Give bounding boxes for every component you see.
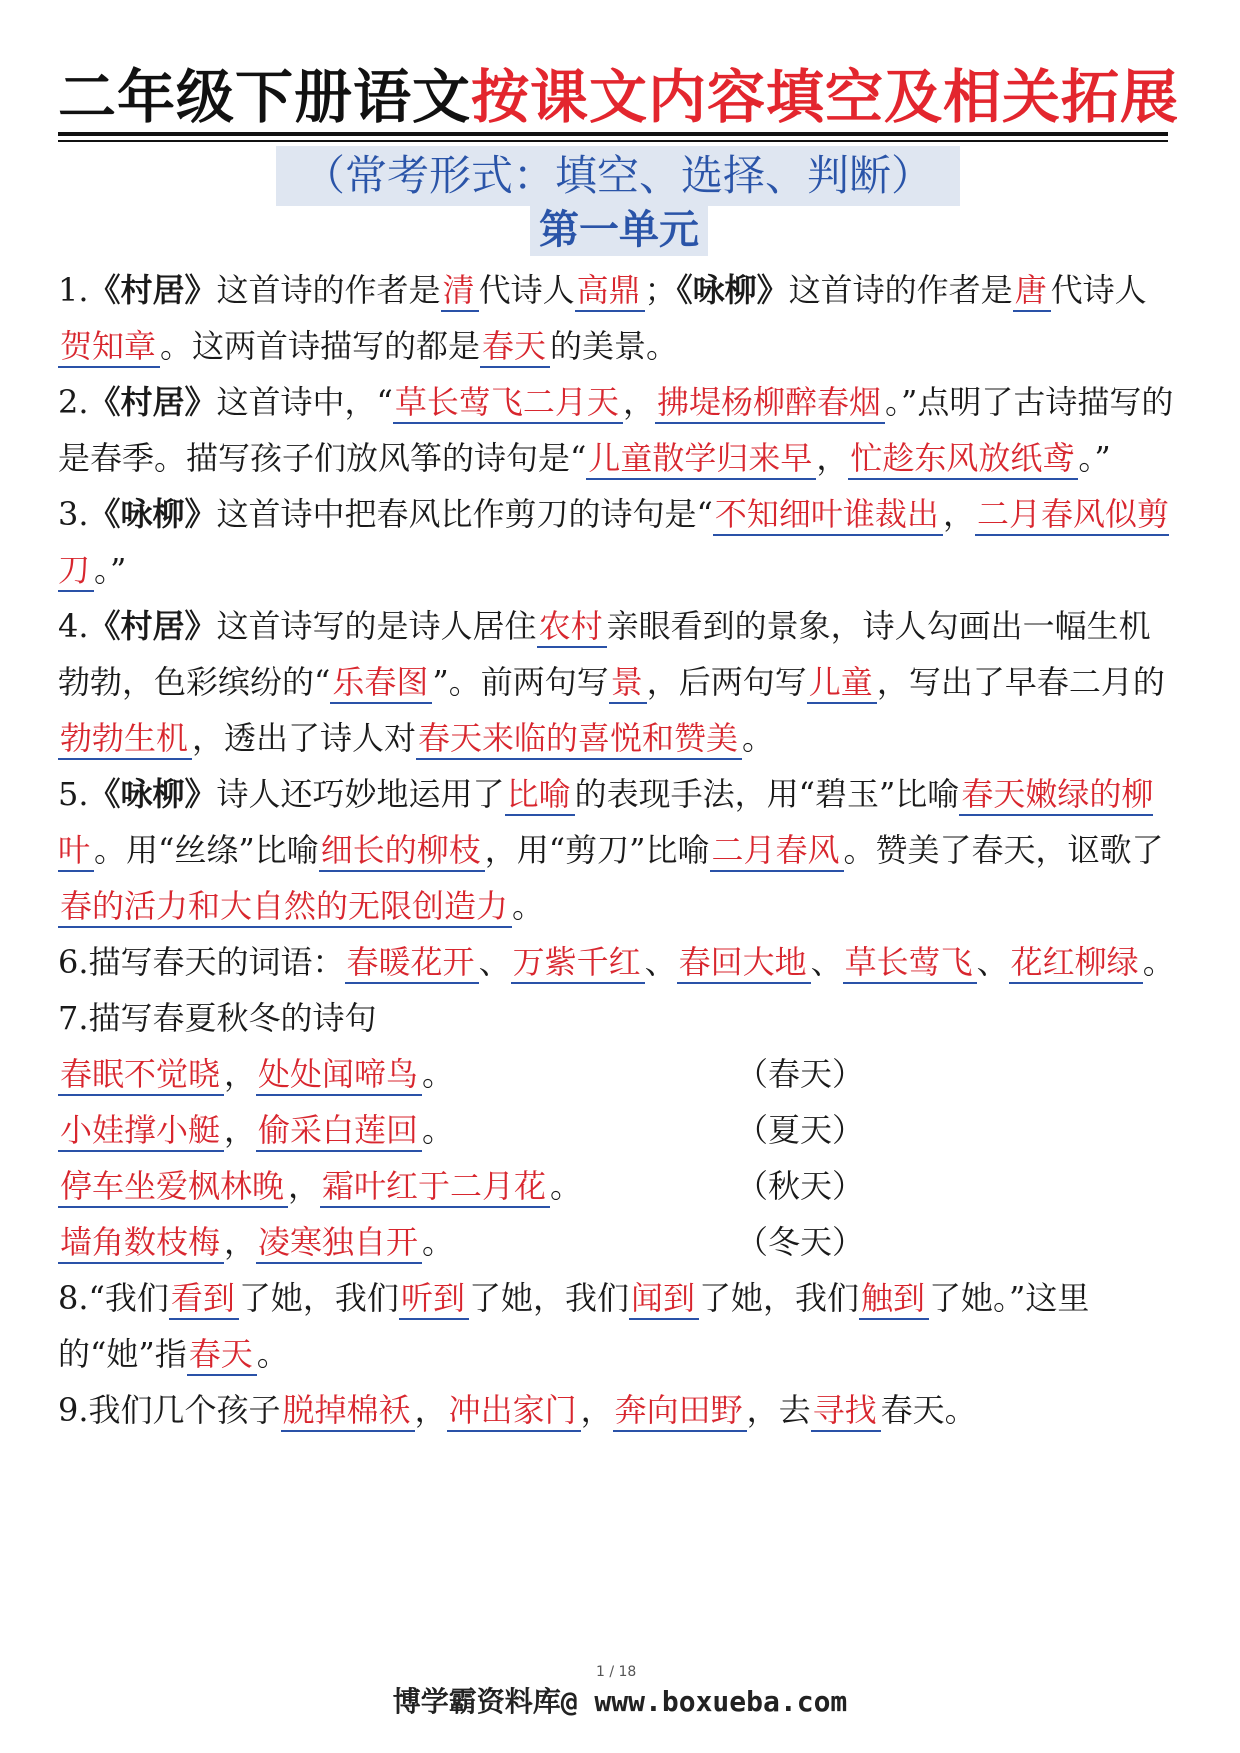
question-text: 春天。	[880, 1391, 977, 1429]
answer-blank: 霜叶红于二月花	[320, 1167, 550, 1208]
answer-blank: 二月春风	[710, 831, 844, 872]
answer-blank: 处处闻啼鸟	[256, 1055, 422, 1096]
question-text: 的表现手法，用“碧玉”比喻	[574, 775, 960, 813]
poem-title: 《咏柳》	[88, 495, 217, 533]
title-rule-thin	[58, 140, 1168, 142]
answer-blank: 儿童	[807, 663, 877, 704]
question-text: 这首诗中，“	[216, 383, 393, 421]
answer-blank: 听到	[399, 1279, 469, 1320]
separator: ，	[580, 1391, 613, 1429]
separator: 、	[644, 943, 677, 981]
answer-blank: 贺知章	[58, 327, 160, 368]
question-text: ，去	[746, 1391, 811, 1429]
question-text: 。这两首诗描写的都是	[160, 327, 481, 365]
answer-blank: 冲出家门	[447, 1391, 581, 1432]
question-text: ”。前两句写	[432, 663, 609, 701]
question-text: 代诗人	[478, 271, 575, 309]
question-number: 8.	[58, 1279, 89, 1317]
unit-heading: 第一单元	[530, 204, 708, 256]
answer-blank: 脱掉棉袄	[281, 1391, 415, 1432]
question-text: ，	[622, 383, 655, 421]
separator: 。	[422, 1223, 455, 1261]
answer-blank: 墙角数枝梅	[58, 1223, 224, 1264]
answer-blank: 比喻	[505, 775, 575, 816]
poem-title: 《村居》	[88, 271, 217, 309]
poem-title: 《咏柳》	[676, 271, 789, 309]
question-text: 亲眼看到的景象，诗人勾画出一幅生机勃勃，色彩缤纷的“	[58, 607, 1151, 701]
question-text: 代诗人	[1050, 271, 1147, 309]
question-text: 了她，我们	[698, 1279, 859, 1317]
answer-blank: 闻到	[629, 1279, 699, 1320]
answer-blank: 农村	[537, 607, 607, 648]
question-text: 描写春夏秋冬的诗句	[88, 999, 377, 1037]
answer-blank: 乐春图	[330, 663, 432, 704]
answer-blank: 触到	[859, 1279, 929, 1320]
answer-blank: 看到	[169, 1279, 239, 1320]
question-text: 了她，我们	[238, 1279, 399, 1317]
title-topic: 按课文内容填空及相关拓展	[471, 63, 1180, 131]
answer-blank: 春暖花开	[345, 943, 479, 984]
question-text: 。用“丝绦”比喻	[94, 831, 319, 869]
question-text: 诗人还巧妙地运用了	[216, 775, 505, 813]
answer-blank: 春天	[480, 327, 550, 368]
question-8	[58, 1270, 1178, 1382]
title-rule-thick	[58, 132, 1168, 136]
question-2	[58, 374, 1178, 486]
season-tag: （夏天）	[736, 1111, 865, 1149]
question-text: 这首诗写的是诗人居住	[216, 607, 537, 645]
answer-blank: 寻找	[811, 1391, 881, 1432]
question-text: 这首诗中把春风比作剪刀的诗句是“	[216, 495, 713, 533]
question-number: 7.	[58, 999, 89, 1037]
season-poem-row	[58, 1046, 1178, 1102]
answer-blank: 不知细叶谁裁出	[713, 495, 943, 536]
subtitle-banner: （常考形式：填空、选择、判断）	[276, 146, 960, 206]
question-6	[58, 934, 1178, 990]
separator: ，	[224, 1111, 257, 1149]
answer-blank: 春天嫩绿的柳叶	[58, 775, 1153, 872]
answer-blank: 春眠不觉晓	[58, 1055, 224, 1096]
question-9	[58, 1382, 1178, 1438]
question-number: 9.	[58, 1391, 89, 1429]
separator: ，	[414, 1391, 447, 1429]
question-list	[58, 262, 1178, 1438]
separator: ，	[288, 1167, 321, 1205]
answer-blank: 草长莺飞二月天	[393, 383, 623, 424]
answer-blank: 勃勃生机	[58, 719, 192, 760]
season-tag: （春天）	[736, 1055, 865, 1093]
answer-blank: 春的活力和大自然的无限创造力	[58, 887, 512, 928]
question-3	[58, 486, 1178, 598]
title-grade: 二年级下册语文	[58, 63, 472, 131]
question-text: “我们	[88, 1279, 169, 1317]
question-text: 。	[512, 887, 545, 925]
page-title	[58, 58, 1180, 136]
question-1	[58, 262, 1178, 374]
question-text: 了她。”这里的“她”指	[58, 1279, 1090, 1373]
question-number: 4.	[58, 607, 89, 645]
question-text: ，透出了诗人对	[192, 719, 417, 757]
question-text: 我们几个孩子	[88, 1391, 281, 1429]
separator: 。	[422, 1055, 455, 1093]
season-poem-row	[58, 1214, 1178, 1270]
question-text: 。	[256, 1335, 289, 1373]
page-number: 1 / 18	[596, 1664, 637, 1680]
question-text: 描写春天的词语：	[88, 943, 345, 981]
separator: 、	[976, 943, 1009, 981]
answer-blank: 儿童散学归来早	[586, 439, 816, 480]
question-text: ；	[644, 271, 677, 309]
separator: 。	[422, 1111, 455, 1149]
question-number: 2.	[58, 383, 89, 421]
question-text: ，后两句写	[646, 663, 807, 701]
separator: 、	[478, 943, 511, 981]
answer-blank: 忙趁东风放纸鸢	[848, 439, 1078, 480]
poem-title: 《村居》	[88, 383, 217, 421]
answer-blank: 春回大地	[677, 943, 811, 984]
answer-blank: 停车坐爱枫林晚	[58, 1167, 288, 1208]
answer-blank: 高鼎	[575, 271, 645, 312]
answer-blank: 花红柳绿	[1009, 943, 1143, 984]
question-number: 3.	[58, 495, 89, 533]
question-text: 。”	[94, 551, 127, 589]
question-text: 。	[742, 719, 775, 757]
question-number: 1.	[58, 271, 89, 309]
answer-blank: 景	[609, 663, 647, 704]
answer-blank: 偷采白莲回	[256, 1111, 422, 1152]
separator: 、	[810, 943, 843, 981]
answer-blank: 二月春风似剪刀	[58, 495, 1169, 592]
answer-blank: 小娃撑小艇	[58, 1111, 224, 1152]
question-text: 这首诗的作者是	[216, 271, 441, 309]
separator: 。	[550, 1167, 583, 1205]
answer-blank: 万紫千红	[511, 943, 645, 984]
separator: ，	[224, 1055, 257, 1093]
question-text: ，	[942, 495, 975, 533]
answer-blank: 凌寒独自开	[256, 1223, 422, 1264]
question-text: 。”点明了古诗描写的是春季。描写孩子们放风筝的诗句是“	[58, 383, 1174, 477]
question-text: ，用“剪刀”比喻	[484, 831, 710, 869]
question-5	[58, 766, 1178, 934]
question-text: 的美景。	[550, 327, 679, 365]
answer-blank: 唐	[1013, 271, 1051, 312]
answer-blank: 草长莺飞	[843, 943, 977, 984]
site-watermark: 博学霸资料库@ www.boxueba.com	[392, 1685, 848, 1718]
question-text: 。”	[1078, 439, 1111, 477]
answer-blank: 春天来临的喜悦和赞美	[416, 719, 742, 760]
question-text: 。	[1142, 943, 1175, 981]
question-4	[58, 598, 1178, 766]
poem-title: 《咏柳》	[88, 775, 217, 813]
question-text: 了她，我们	[468, 1279, 629, 1317]
question-number: 5.	[58, 775, 89, 813]
question-number: 6.	[58, 943, 89, 981]
season-tag: （冬天）	[736, 1223, 865, 1261]
answer-blank: 拂堤杨柳醉春烟	[655, 383, 885, 424]
answer-blank: 清	[441, 271, 479, 312]
question-7	[58, 990, 1178, 1046]
season-poem-row	[58, 1158, 1178, 1214]
question-text: ，	[816, 439, 849, 477]
answer-blank: 细长的柳枝	[319, 831, 485, 872]
answer-blank: 春天	[187, 1335, 257, 1376]
question-text: 这首诗的作者是	[788, 271, 1013, 309]
separator: ，	[224, 1223, 257, 1261]
question-text: 。赞美了春天，讴歌了	[843, 831, 1164, 869]
answer-blank: 奔向田野	[613, 1391, 747, 1432]
question-text: ，写出了早春二月的	[876, 663, 1165, 701]
season-tag: （秋天）	[736, 1167, 865, 1205]
season-poem-row	[58, 1102, 1178, 1158]
poem-title: 《村居》	[88, 607, 217, 645]
